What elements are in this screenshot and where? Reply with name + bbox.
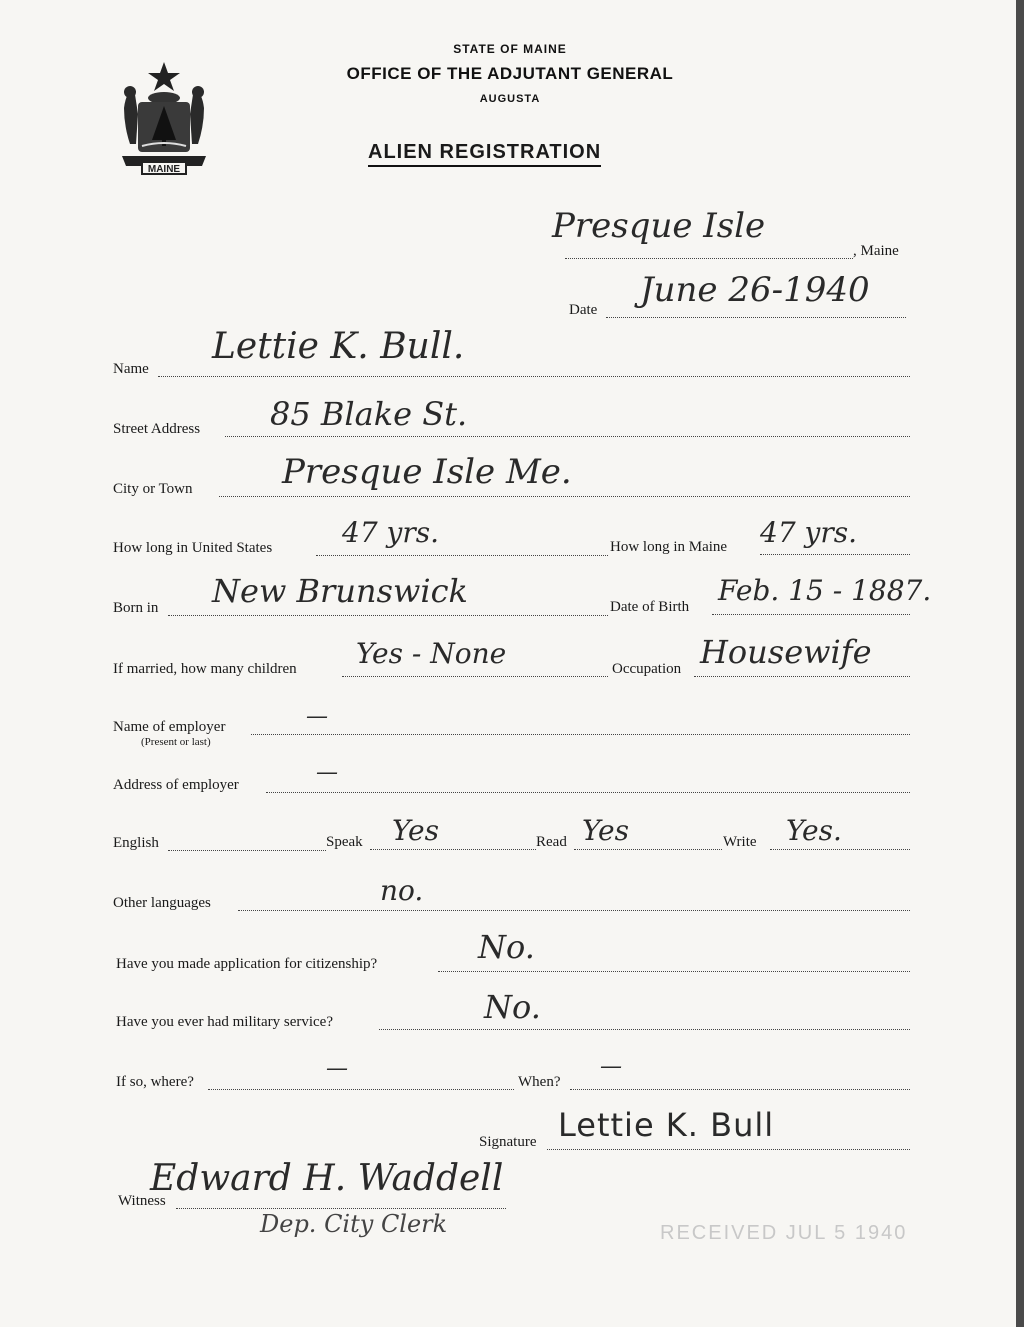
- employer-address-value[interactable]: —: [316, 760, 338, 785]
- city-value[interactable]: Presque Isle Me.: [282, 452, 572, 492]
- citizenship-line: [438, 971, 910, 972]
- witness-line: [176, 1208, 506, 1209]
- citizenship-label: Have you made application for citizenship?: [116, 956, 378, 972]
- street-label: Street Address: [113, 421, 201, 437]
- speak-line: [370, 849, 536, 850]
- maine-state-seal-icon: [112, 58, 216, 178]
- read-label: Read: [536, 834, 567, 850]
- signature-line: [547, 1149, 910, 1150]
- city-line: [219, 496, 910, 497]
- town-value[interactable]: Presque Isle: [552, 206, 766, 246]
- received-stamp: RECEIVED JUL 5 1940: [660, 1222, 908, 1244]
- occupation-label: Occupation: [612, 661, 682, 677]
- date-value[interactable]: June 26-1940: [640, 270, 870, 310]
- employer-line: [251, 734, 910, 735]
- header-state: STATE OF MAINE: [453, 42, 567, 56]
- seal-motto: MAINE: [147, 164, 181, 175]
- employer-address-line: [266, 792, 910, 793]
- how-long-maine-label: How long in Maine: [610, 539, 728, 555]
- name-label: Name: [113, 361, 149, 377]
- born-in-line: [168, 615, 608, 616]
- maine-label: , Maine: [853, 243, 899, 259]
- married-children-line: [342, 676, 608, 677]
- date-of-birth-value[interactable]: Feb. 15 - 1887.: [718, 574, 932, 607]
- married-children-label: If married, how many children: [113, 661, 297, 677]
- signature-label: Signature: [479, 1134, 537, 1150]
- where-line: [208, 1089, 514, 1090]
- speak-value[interactable]: Yes: [392, 814, 439, 847]
- how-long-us-value[interactable]: 47 yrs.: [342, 516, 440, 549]
- military-line: [379, 1029, 910, 1030]
- header-city: AUGUSTA: [479, 93, 541, 105]
- date-label: Date: [569, 302, 598, 318]
- how-long-us-line: [316, 555, 608, 556]
- how-long-maine-value[interactable]: 47 yrs.: [760, 516, 858, 549]
- where-label: If so, where?: [116, 1074, 194, 1090]
- other-languages-value[interactable]: no.: [380, 874, 424, 907]
- name-value[interactable]: Lettie K. Bull.: [212, 326, 465, 367]
- how-long-us-label: How long in United States: [113, 540, 273, 556]
- street-line: [225, 436, 910, 437]
- when-value[interactable]: —: [600, 1054, 622, 1079]
- scan-edge: [1016, 0, 1024, 1327]
- married-children-value[interactable]: Yes - None: [356, 637, 507, 670]
- military-label: Have you ever had military service?: [116, 1014, 333, 1030]
- english-line: [168, 850, 326, 851]
- read-line: [574, 849, 722, 850]
- page-title: ALIEN REGISTRATION: [368, 141, 601, 167]
- witness-title-value: Dep. City Clerk: [260, 1210, 448, 1238]
- when-line: [570, 1089, 910, 1090]
- born-in-label: Born in: [113, 600, 159, 616]
- other-languages-line: [238, 910, 910, 911]
- employer-value[interactable]: —: [306, 704, 328, 729]
- speak-label: Speak: [326, 834, 363, 850]
- read-value[interactable]: Yes: [582, 814, 629, 847]
- english-label: English: [113, 835, 159, 851]
- witness-label: Witness: [118, 1193, 166, 1209]
- town-line: [565, 258, 853, 259]
- employer-label: Name of employer: [113, 719, 226, 735]
- occupation-line: [694, 676, 910, 677]
- write-line: [770, 849, 910, 850]
- street-value[interactable]: 85 Blake St.: [270, 395, 468, 433]
- employer-note: (Present or last): [141, 736, 211, 748]
- citizenship-value[interactable]: No.: [478, 928, 535, 966]
- military-value[interactable]: No.: [484, 988, 541, 1026]
- name-line: [158, 376, 910, 377]
- write-value[interactable]: Yes.: [786, 814, 842, 847]
- signature-value[interactable]: Lettie K. Bull: [558, 1106, 775, 1144]
- write-label: Write: [723, 834, 757, 850]
- how-long-maine-line: [760, 554, 910, 555]
- header-office: OFFICE OF THE ADJUTANT GENERAL: [346, 64, 674, 83]
- date-of-birth-label: Date of Birth: [610, 599, 690, 615]
- other-languages-label: Other languages: [113, 895, 211, 911]
- date-line: [606, 317, 906, 318]
- city-label: City or Town: [113, 481, 193, 497]
- occupation-value[interactable]: Housewife: [700, 633, 872, 671]
- where-value[interactable]: —: [326, 1056, 348, 1081]
- when-label: When?: [518, 1074, 561, 1090]
- born-in-value[interactable]: New Brunswick: [212, 572, 468, 610]
- witness-value[interactable]: Edward H. Waddell: [150, 1158, 504, 1199]
- date-of-birth-line: [712, 614, 910, 615]
- employer-address-label: Address of employer: [113, 777, 239, 793]
